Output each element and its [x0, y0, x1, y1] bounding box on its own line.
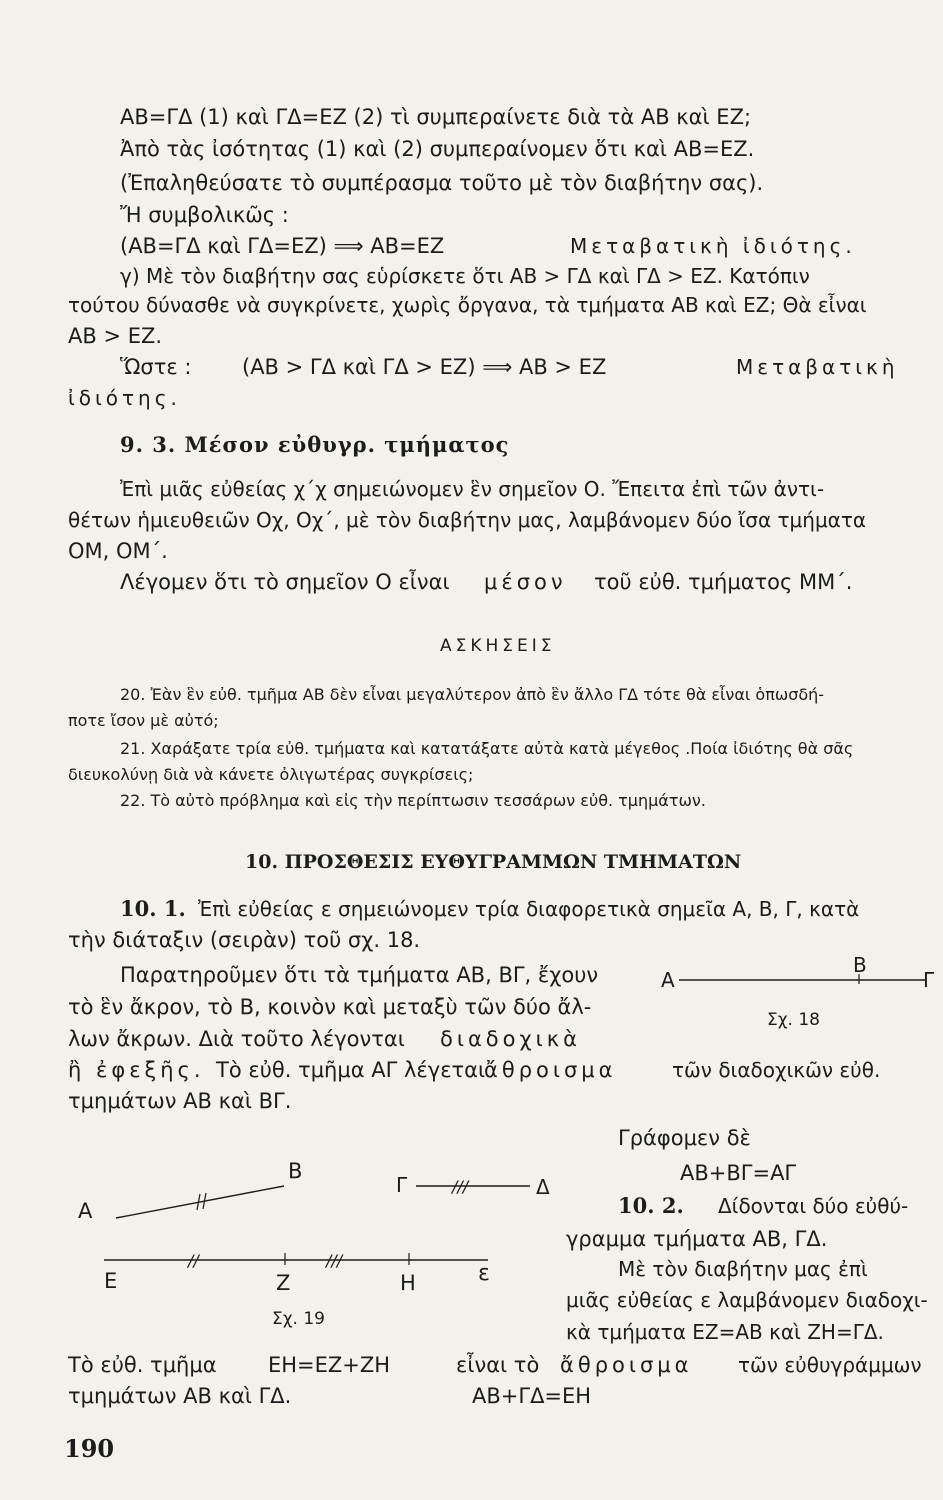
line-17: τὸ ἓν ἄκρον, τὸ Β, κοινὸν καὶ μεταξὺ τῶν δύο ἄλ-: [68, 995, 592, 1019]
section-10-1-text: Ἐπὶ εὐθείας ε σημειώνομεν τρία διαφορετικὰ σημεῖα Α, Β, Γ, κατὰ: [198, 897, 860, 921]
fig18-caption: Σχ. 18: [767, 1010, 821, 1030]
line-14a: Λέγομεν ὅτι τὸ σημεῖον Ο εἶναι: [120, 570, 450, 594]
line-19a: ἢ ἐφεξῆς.: [68, 1058, 205, 1082]
line-19b: Τὸ εὐθ. τμῆμα ΑΓ λέγεται: [216, 1058, 486, 1082]
line-19c: ἄθροισμα: [484, 1058, 617, 1082]
section-10-1-number: 10. 1.: [120, 896, 186, 921]
page-number: 190: [64, 1434, 115, 1463]
fig19-label-e: Ε: [104, 1269, 118, 1293]
fig19-ez-mark: //: [188, 1251, 199, 1270]
figure-18: [655, 950, 940, 1035]
section-10-title: 10. ΠΡΟΣΘΕΣΙΣ ΕΥΘΥΓΡΑΜΜΩΝ ΤΜΗΜΑΤΩΝ: [245, 851, 742, 873]
line-1: ΑΒ=ΓΔ (1) καὶ ΓΔ=ΕΖ (2) τὶ συμπεραίνετε διὰ τὰ ΑΒ καὶ ΕΖ;: [120, 105, 752, 129]
line-4: Ἤ συμβολικῶς :: [120, 203, 289, 227]
bottom-2b: ΑΒ+ΓΔ=ΕΗ: [472, 1384, 592, 1408]
line-5b: Μεταβατικὴ ἰδιότης.: [570, 234, 856, 258]
line-10: ἰδιότης.: [68, 386, 181, 410]
line-18b: διαδοχικὰ: [440, 1027, 581, 1051]
exercises-heading: ΑΣΚΗΣΕΙΣ: [440, 636, 556, 656]
section-10-2-text: Δίδονται δύο εὐθύ-: [718, 1194, 909, 1218]
fig19-label-g: Γ: [396, 1173, 408, 1197]
fig19-segment-ab: [116, 1186, 284, 1218]
exercise-21a: 21. Χαράξατε τρία εὐθ. τμήματα καὶ κατατάξατε αὐτὰ κατὰ μέγεθος .Ποία ἰδιότης θὰ σᾶς: [120, 739, 854, 758]
section-10-2-number: 10. 2.: [618, 1193, 684, 1218]
exercise-22: 22. Τὸ αὐτὸ πρόβλημα καὶ εἰς τὴν περίπτωσιν τεσσάρων εὐθ. τμημάτων.: [120, 791, 706, 810]
right-line-4: μιᾶς εὐθείας ε λαμβάνομεν διαδοχι-: [566, 1288, 928, 1312]
fig19-label-z: Ζ: [276, 1271, 291, 1295]
fig18-label-a: Α: [661, 968, 675, 992]
bottom-2a: τμημάτων ΑΒ καὶ ΓΔ.: [68, 1384, 292, 1408]
line-19d: τῶν διαδοχικῶν εὐθ.: [672, 1058, 881, 1082]
fig19-zh-mark: ///: [326, 1251, 343, 1270]
line-8: ΑΒ > ΕΖ.: [68, 324, 163, 348]
line-13: ΟΜ, ΟΜ΄.: [68, 539, 168, 563]
line-14b: μέσον: [484, 570, 567, 594]
text-grafomen: Γράφομεν δὲ: [618, 1126, 751, 1150]
line-6: γ) Μὲ τὸν διαβήτην σας εὑρίσκετε ὅτι ΑΒ > ΓΔ καὶ ΓΔ > ΕΖ. Κατόπιν: [120, 264, 810, 288]
right-line-3: Μὲ τὸν διαβήτην μας ἐπὶ: [618, 1257, 868, 1281]
line-5a: (ΑΒ=ΓΔ καὶ ΓΔ=ΕΖ) ⟹ ΑΒ=ΕΖ: [120, 234, 445, 258]
line-15: τὴν διάταξιν (σειρὰν) τοῦ σχ. 18.: [68, 928, 421, 952]
exercise-20b: ποτε ἴσον μὲ αὐτό;: [68, 711, 219, 730]
line-9c: Μεταβατικὴ: [736, 355, 899, 379]
exercise-21b: διευκολύνῃ διὰ νὰ κάνετε ὀλιγωτέρας συγκρίσεις;: [68, 765, 474, 784]
exercise-20a: 20. Ἐὰν ἓν εὐθ. τμῆμα ΑΒ δὲν εἶναι μεγαλύτερον ἀπὸ ἓν ἄλλο ΓΔ τότε θὰ εἶναι ὁπωσδή-: [120, 685, 825, 704]
line-9a: Ὥστε :: [120, 355, 192, 379]
bottom-1e: τῶν εὐθυγράμμων: [738, 1353, 922, 1377]
equation-1: ΑΒ+ΒΓ=ΑΓ: [680, 1161, 797, 1185]
line-18a: λων ἄκρων. Διὰ τοῦτο λέγονται: [68, 1027, 405, 1051]
fig19-label-d: Δ: [536, 1175, 550, 1199]
line-3: (Ἐπαληθεύσατε τὸ συμπέρασμα τοῦτο μὲ τὸν διαβήτην σας).: [120, 171, 764, 195]
bottom-1d: ἄθροισμα: [560, 1353, 693, 1377]
right-line-5: κὰ τμήματα ΕΖ=ΑΒ καὶ ΖΗ=ΓΔ.: [566, 1320, 884, 1344]
fig19-label-h: Η: [400, 1271, 416, 1295]
fig19-gd-mark: ///: [452, 1177, 469, 1196]
bottom-1c: εἶναι τὸ: [456, 1353, 540, 1377]
line-14c: τοῦ εὐθ. τμήματος ΜΜ΄.: [594, 570, 853, 594]
right-line-2: γραμμα τμήματα ΑΒ, ΓΔ.: [566, 1227, 828, 1251]
section-9-3-title: 9. 3. Μέσον εὐθυγρ. τμήματος: [120, 432, 510, 457]
fig19-label-b: Β: [288, 1159, 303, 1183]
fig19-caption: Σχ. 19: [272, 1309, 326, 1329]
line-12: θέτων ἡμιευθειῶν Οχ, Οχ΄, μὲ τὸν διαβήτην μας, λαμβάνομεν δύο ἴσα τμήματα: [68, 508, 867, 532]
line-7: τούτου δύνασθε νὰ συγκρίνετε, χωρὶς ὄργανα, τὰ τμήματα ΑΒ καὶ ΕΖ; Θὰ εἶναι: [68, 293, 867, 317]
figure-19: [60, 1140, 570, 1340]
fig19-label-eps: ε: [478, 1261, 490, 1286]
fig19-label-a: Α: [78, 1199, 93, 1223]
line-9b: (ΑΒ > ΓΔ καὶ ΓΔ > ΕΖ) ⟹ ΑΒ > ΕΖ: [242, 355, 607, 379]
bottom-1b: ΕΗ=ΕΖ+ΖΗ: [268, 1353, 391, 1377]
bottom-1a: Τὸ εὐθ. τμῆμα: [68, 1353, 217, 1377]
line-2: Ἀπὸ τὰς ἰσότητας (1) καὶ (2) συμπεραίνομεν ὅτι καὶ ΑΒ=ΕΖ.: [120, 137, 755, 161]
line-20: τμημάτων ΑΒ καὶ ΒΓ.: [68, 1089, 292, 1113]
line-11: Ἐπὶ μιᾶς εὐθείας χ΄χ σημειώνομεν ἓν σημεῖον Ο. Ἔπειτα ἐπὶ τῶν ἀντι-: [120, 477, 825, 501]
line-16: Παρατηροῦμεν ὅτι τὰ τμήματα ΑΒ, ΒΓ, ἔχουν: [120, 963, 599, 987]
fig18-label-b: Β: [853, 953, 867, 977]
fig18-label-g: Γ: [923, 968, 935, 992]
